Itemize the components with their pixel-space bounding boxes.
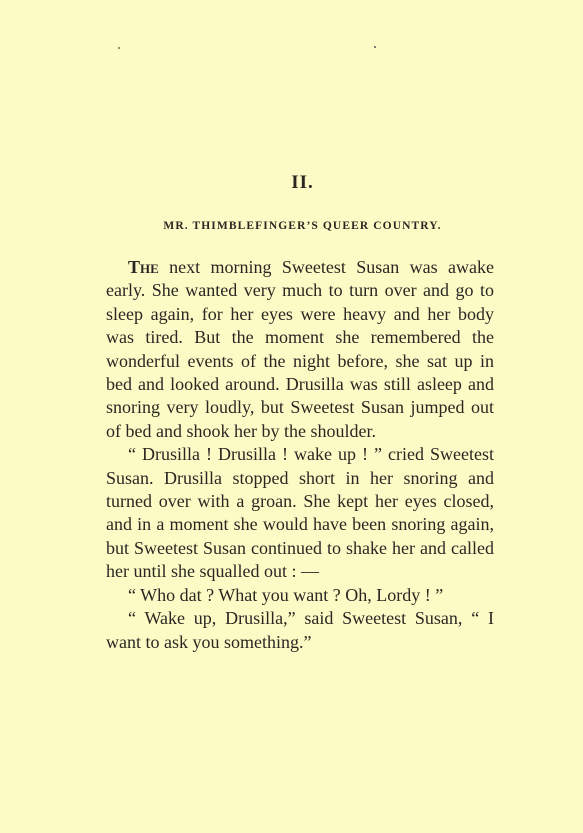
paragraph: “ Wake up, Drusilla,” said Sweetest Susan, “ I want to ask you something.”: [106, 608, 494, 652]
page-speck: [374, 46, 376, 48]
page-speck: [118, 47, 120, 49]
chapter-number: II.: [291, 172, 314, 193]
chapter-title: MR. THIMBLEFINGER’S QUEER COUNTRY.: [163, 220, 442, 232]
paragraph: [106, 256, 494, 443]
paragraph-text: next morning Sweetest Susan was awake early. She wanted very much to turn over and go to sleep again, for her eyes were heavy and her body was tired. But the moment she remembered the wonderful events of the night before, she sat up in bed and looked around. Drusilla was still asleep and snoring very loudly, but Sweetest Susan jumped out of bed and shook her by the shoulder.: [106, 257, 494, 441]
body-text: [106, 256, 494, 654]
paragraph: “ Drusilla ! Drusilla ! wake up ! ” cried Sweetest Susan. Drusilla stopped short in her snoring and turned over with a groan. She kept her eyes closed, and in a moment she would have been snoring again, but Sweetest Susan continued to shake her and called her until she squalled out : —: [106, 444, 494, 582]
paragraph: “ Who dat ? What you want ? Oh, Lordy ! ”: [128, 584, 444, 605]
paragraph-lead-word: The: [128, 257, 159, 277]
